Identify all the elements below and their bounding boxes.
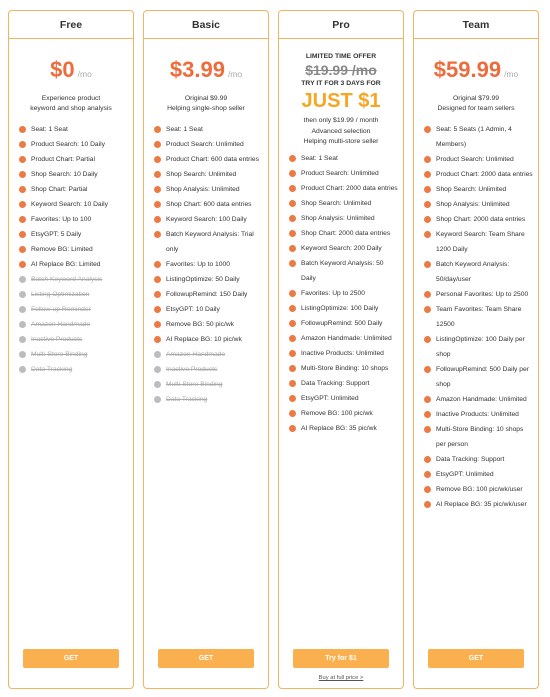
feature-item-disabled: Multi-Store Binding bbox=[19, 347, 129, 362]
feature-item: Multi-Store Binding: 10 shops bbox=[289, 361, 399, 376]
plan-card-free bbox=[8, 10, 134, 689]
feature-item: Seat: 1 Seat bbox=[19, 122, 129, 137]
plan-title: Pro bbox=[279, 11, 403, 39]
feature-item: AI Replace BG: 10 pic/wk bbox=[154, 332, 264, 347]
bullet-icon bbox=[424, 366, 431, 373]
feature-list bbox=[414, 122, 538, 512]
bullet-icon bbox=[424, 156, 431, 163]
bullet-icon bbox=[424, 336, 431, 343]
bullet-icon bbox=[289, 230, 296, 237]
bullet-icon bbox=[289, 335, 296, 342]
bullet-icon bbox=[19, 366, 26, 373]
try-for-1-button[interactable]: Try for $1 bbox=[293, 649, 389, 668]
plan-description bbox=[144, 94, 268, 114]
feature-item-disabled: Data Tracking bbox=[19, 362, 129, 377]
feature-item: Batch Keyword Analysis: 50/day/user bbox=[424, 257, 534, 287]
plan-description bbox=[9, 94, 133, 114]
bullet-icon bbox=[424, 231, 431, 238]
plan-description-line: Designed for team sellers bbox=[437, 105, 515, 112]
bullet-icon bbox=[424, 291, 431, 298]
bullet-icon bbox=[289, 170, 296, 177]
plan-card-team bbox=[413, 10, 539, 689]
bullet-icon bbox=[424, 501, 431, 508]
feature-item: Shop Chart: 2000 data entries bbox=[289, 226, 399, 241]
get-button[interactable]: GET bbox=[158, 649, 254, 668]
bullet-icon bbox=[154, 171, 161, 178]
bullet-icon bbox=[19, 321, 26, 328]
feature-item: Amazon Handmade: Unlimited bbox=[289, 331, 399, 346]
bullet-icon bbox=[154, 141, 161, 148]
feature-item: Seat: 1 Seat bbox=[289, 151, 399, 166]
trial-price: JUST $1 bbox=[301, 90, 381, 112]
bullet-icon bbox=[424, 396, 431, 403]
plan-price: $0 bbox=[50, 57, 75, 82]
feature-item: Product Chart: Partial bbox=[19, 152, 129, 167]
bullet-icon bbox=[154, 231, 161, 238]
bullet-icon bbox=[19, 336, 26, 343]
plan-description-line: Helping single-shop seller bbox=[167, 105, 245, 112]
bullet-icon bbox=[424, 186, 431, 193]
plan-card-pro bbox=[278, 10, 404, 689]
bullet-icon bbox=[154, 381, 161, 388]
feature-list bbox=[279, 151, 403, 436]
feature-item: Favorites: Up to 2500 bbox=[289, 286, 399, 301]
feature-item: FollowupRemind: 500 Daily per shop bbox=[424, 362, 534, 392]
feature-list bbox=[9, 122, 133, 377]
bullet-icon bbox=[289, 410, 296, 417]
bullet-icon bbox=[19, 276, 26, 283]
bullet-icon bbox=[289, 305, 296, 312]
price-block bbox=[414, 57, 538, 114]
buy-full-price-link[interactable]: Buy at full price > bbox=[318, 675, 364, 681]
feature-item-disabled: Listing Optimization bbox=[19, 287, 129, 302]
feature-item: EtsyGPT: 5 Daily bbox=[19, 227, 129, 242]
bullet-icon bbox=[154, 351, 161, 358]
bullet-icon bbox=[19, 216, 26, 223]
feature-item: Shop Analysis: Unlimited bbox=[289, 211, 399, 226]
bullet-icon bbox=[289, 245, 296, 252]
feature-item: ListingOptimize: 50 Daily bbox=[154, 272, 264, 287]
plan-card-basic bbox=[143, 10, 269, 689]
bullet-icon bbox=[424, 216, 431, 223]
bullet-icon bbox=[289, 425, 296, 432]
price-block bbox=[144, 57, 268, 114]
plan-description-line: Experience product bbox=[41, 95, 101, 102]
price-period: /mo bbox=[77, 69, 92, 79]
plan-description-line: Original $9.99 bbox=[184, 95, 228, 102]
bullet-icon bbox=[424, 201, 431, 208]
bullet-icon bbox=[154, 126, 161, 133]
feature-item: AI Replace BG: 35 pic/wk bbox=[289, 421, 399, 436]
feature-item: EtsyGPT: Unlimited bbox=[424, 467, 534, 482]
feature-item: Remove BG: 100 pic/wk/user bbox=[424, 482, 534, 497]
feature-item: Product Chart: 600 data entries bbox=[154, 152, 264, 167]
feature-item-disabled: Follow-up Reminder bbox=[19, 302, 129, 317]
feature-item: EtsyGPT: 10 Daily bbox=[154, 302, 264, 317]
feature-item: Keyword Search: 10 Daily bbox=[19, 197, 129, 212]
bullet-icon bbox=[289, 260, 296, 267]
feature-item: Shop Chart: 600 data entries bbox=[154, 197, 264, 212]
feature-item: ListingOptimize: 100 Daily bbox=[289, 301, 399, 316]
price-period: /mo bbox=[227, 69, 243, 79]
plan-description-line: Helping multi-store seller bbox=[303, 138, 379, 145]
feature-item: Shop Search: Unlimited bbox=[424, 182, 534, 197]
plan-description-line: keyword and shop analysis bbox=[30, 105, 112, 112]
bullet-icon bbox=[289, 290, 296, 297]
price-block bbox=[279, 53, 403, 147]
bullet-icon bbox=[289, 380, 296, 387]
bullet-icon bbox=[289, 200, 296, 207]
feature-item: Data Tracking: Support bbox=[289, 376, 399, 391]
feature-item: Keyword Search: 200 Daily bbox=[289, 241, 399, 256]
feature-item: Multi-Store Binding: 10 shops per person bbox=[424, 422, 534, 452]
feature-item: Product Search: 10 Daily bbox=[19, 137, 129, 152]
bullet-icon bbox=[154, 276, 161, 283]
bullet-icon bbox=[19, 186, 26, 193]
feature-item: Seat: 5 Seats (1 Admin, 4 Members) bbox=[424, 122, 534, 152]
feature-item: Shop Search: 10 Daily bbox=[19, 167, 129, 182]
feature-item: Shop Chart: Partial bbox=[19, 182, 129, 197]
bullet-icon bbox=[19, 156, 26, 163]
promo-label: LIMITED TIME OFFER bbox=[305, 53, 377, 60]
plan-description bbox=[414, 94, 538, 114]
bullet-icon bbox=[154, 156, 161, 163]
bullet-icon bbox=[424, 171, 431, 178]
bullet-icon bbox=[19, 246, 26, 253]
bullet-icon bbox=[424, 306, 431, 313]
bullet-icon bbox=[19, 141, 26, 148]
bullet-icon bbox=[154, 306, 161, 313]
bullet-icon bbox=[19, 231, 26, 238]
bullet-icon bbox=[154, 321, 161, 328]
price-block bbox=[9, 57, 133, 114]
bullet-icon bbox=[19, 351, 26, 358]
feature-item: Inactive Products: Unlimited bbox=[289, 346, 399, 361]
bullet-icon bbox=[19, 306, 26, 313]
feature-item: FollowupRemind: 150 Daily bbox=[154, 287, 264, 302]
feature-item: EtsyGPT: Unlimited bbox=[289, 391, 399, 406]
feature-item: FollowupRemind: 500 Daily bbox=[289, 316, 399, 331]
feature-item: Product Chart: 2000 data entries bbox=[289, 181, 399, 196]
bullet-icon bbox=[289, 395, 296, 402]
bullet-icon bbox=[424, 261, 431, 268]
bullet-icon bbox=[289, 365, 296, 372]
bullet-icon bbox=[19, 291, 26, 298]
feature-item: Favorites: Up to 100 bbox=[19, 212, 129, 227]
bullet-icon bbox=[154, 336, 161, 343]
feature-item-disabled: Data Tracking bbox=[154, 392, 264, 407]
feature-item: Product Chart: 2000 data entries bbox=[424, 167, 534, 182]
bullet-icon bbox=[424, 426, 431, 433]
feature-item: Keyword Search: 100 Daily bbox=[154, 212, 264, 227]
feature-item: Remove BG: 50 pic/wk bbox=[154, 317, 264, 332]
feature-item: Shop Analysis: Unlimited bbox=[154, 182, 264, 197]
feature-item: Product Search: Unlimited bbox=[154, 137, 264, 152]
feature-item-disabled: Inactive Products bbox=[19, 332, 129, 347]
feature-item: Shop Chart: 2000 data entries bbox=[424, 212, 534, 227]
feature-item: Shop Search: Unlimited bbox=[154, 167, 264, 182]
bullet-icon bbox=[154, 186, 161, 193]
feature-item: Favorites: Up to 1000 bbox=[154, 257, 264, 272]
feature-list bbox=[144, 122, 268, 407]
bullet-icon bbox=[289, 185, 296, 192]
bullet-icon bbox=[424, 471, 431, 478]
bullet-icon bbox=[19, 261, 26, 268]
feature-item: Product Search: Unlimited bbox=[424, 152, 534, 167]
plan-price: $59.99 bbox=[433, 57, 502, 82]
bullet-icon bbox=[154, 366, 161, 373]
bullet-icon bbox=[289, 320, 296, 327]
feature-item: Shop Analysis: Unlimited bbox=[424, 197, 534, 212]
bullet-icon bbox=[424, 456, 431, 463]
bullet-icon bbox=[289, 215, 296, 222]
feature-item: Inactive Products: Unlimited bbox=[424, 407, 534, 422]
feature-item: Personal Favorites: Up to 2500 bbox=[424, 287, 534, 302]
feature-item: Batch Keyword Analysis: 50 Daily bbox=[289, 256, 399, 286]
feature-item: Keyword Search: Team Share 1200 Daily bbox=[424, 227, 534, 257]
bullet-icon bbox=[154, 261, 161, 268]
bullet-icon bbox=[289, 350, 296, 357]
feature-item: ListingOptimize: 100 Daily per shop bbox=[424, 332, 534, 362]
bullet-icon bbox=[154, 216, 161, 223]
feature-item-disabled: Multi-Store Binding bbox=[154, 377, 264, 392]
feature-item: Team Favorites: Team Share 12500 bbox=[424, 302, 534, 332]
feature-item: Data Tracking: Support bbox=[424, 452, 534, 467]
bullet-icon bbox=[154, 396, 161, 403]
bullet-icon bbox=[289, 155, 296, 162]
feature-item: Amazon Handmade: Unlimited bbox=[424, 392, 534, 407]
bullet-icon bbox=[19, 126, 26, 133]
plan-title: Basic bbox=[144, 11, 268, 39]
trial-label: TRY IT FOR 3 DAYS FOR bbox=[301, 80, 381, 87]
feature-item: Product Search: Unlimited bbox=[289, 166, 399, 181]
get-button[interactable]: GET bbox=[428, 649, 524, 668]
feature-item: AI Replace BG: Limited bbox=[19, 257, 129, 272]
feature-item: Seat: 1 Seat bbox=[154, 122, 264, 137]
bullet-icon bbox=[19, 201, 26, 208]
bullet-icon bbox=[424, 486, 431, 493]
feature-item-disabled: Amazon Handmade bbox=[154, 347, 264, 362]
bullet-icon bbox=[154, 291, 161, 298]
original-price: $19.99 /mo bbox=[305, 62, 377, 78]
bullet-icon bbox=[424, 411, 431, 418]
renewal-price: then only $19.99 / month bbox=[303, 117, 379, 124]
feature-item-disabled: Inactive Products bbox=[154, 362, 264, 377]
plan-price: $3.99 bbox=[169, 57, 225, 82]
plan-title: Team bbox=[414, 11, 538, 39]
bullet-icon bbox=[424, 126, 431, 133]
feature-item: Remove BG: Limited bbox=[19, 242, 129, 257]
plan-description-line: Original $79.99 bbox=[452, 95, 500, 102]
feature-item: AI Replace BG: 35 pic/wk/user bbox=[424, 497, 534, 512]
feature-item: Shop Search: Unlimited bbox=[289, 196, 399, 211]
feature-item: Remove BG: 100 pic/wk bbox=[289, 406, 399, 421]
bullet-icon bbox=[154, 201, 161, 208]
get-button[interactable]: GET bbox=[23, 649, 119, 668]
plan-description bbox=[279, 127, 403, 147]
plan-description-line: Advanced selection bbox=[311, 128, 371, 135]
bullet-icon bbox=[19, 171, 26, 178]
plan-title: Free bbox=[9, 11, 133, 39]
feature-item-disabled: Amazon Handmade bbox=[19, 317, 129, 332]
price-period: /mo bbox=[504, 69, 519, 79]
feature-item: Batch Keyword Analysis: Trial only bbox=[154, 227, 264, 257]
feature-item-disabled: Batch Keyword Analysis bbox=[19, 272, 129, 287]
